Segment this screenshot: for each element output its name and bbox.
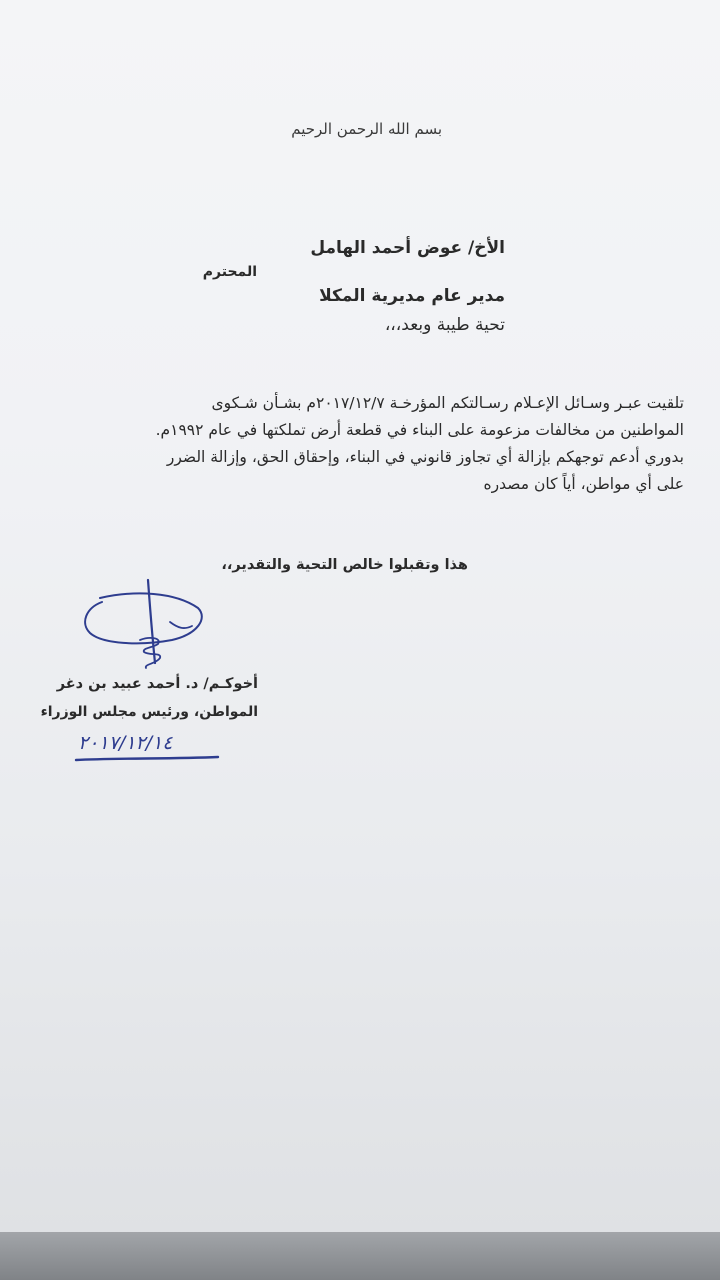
sender-title: المواطن، ورئيس مجلس الوزراء bbox=[40, 704, 258, 720]
body-line: تلقيت عبـر وسـائل الإعـلام رسـالتكم المؤرخـة ٢٠١٧/١٢/٧م بشـأن شـكوى bbox=[211, 394, 684, 412]
recipient-honorific: المحترم bbox=[202, 264, 257, 280]
body-line: على أي مواطن، أياً كان مصدره bbox=[483, 475, 684, 493]
recipient-position: مدير عام مديرية المكلا bbox=[319, 286, 505, 306]
body-line: بدوري أدعم توجهكم بإزالة أي تجاوز قانوني في البناء، وإحقاق الحق، وإزالة الضرر bbox=[166, 448, 684, 466]
letter-body bbox=[32, 390, 684, 498]
greeting-line: تحية طيبة وبعد،،، bbox=[384, 315, 505, 335]
recipient-name: الأخ/ عوض أحمد الهامل bbox=[310, 238, 505, 258]
background-surface bbox=[0, 1232, 720, 1280]
closing-line: هذا وتقبلوا خالص التحية والتقدير،، bbox=[221, 557, 468, 573]
handwritten-date: ٢٠١٧/١٢/١٤ bbox=[78, 732, 173, 754]
handwritten-signature bbox=[80, 578, 220, 678]
body-line: المواطنين من مخالفات مزعومة على البناء في قطعة أرض تملكتها في عام ١٩٩٢م. bbox=[155, 421, 684, 439]
sender-name: أخوكـم/ د. أحمد عبيد بن دغر bbox=[56, 676, 258, 692]
date-underline bbox=[74, 754, 220, 766]
basmala-header: بسم الله الرحمن الرحيم bbox=[291, 120, 442, 138]
